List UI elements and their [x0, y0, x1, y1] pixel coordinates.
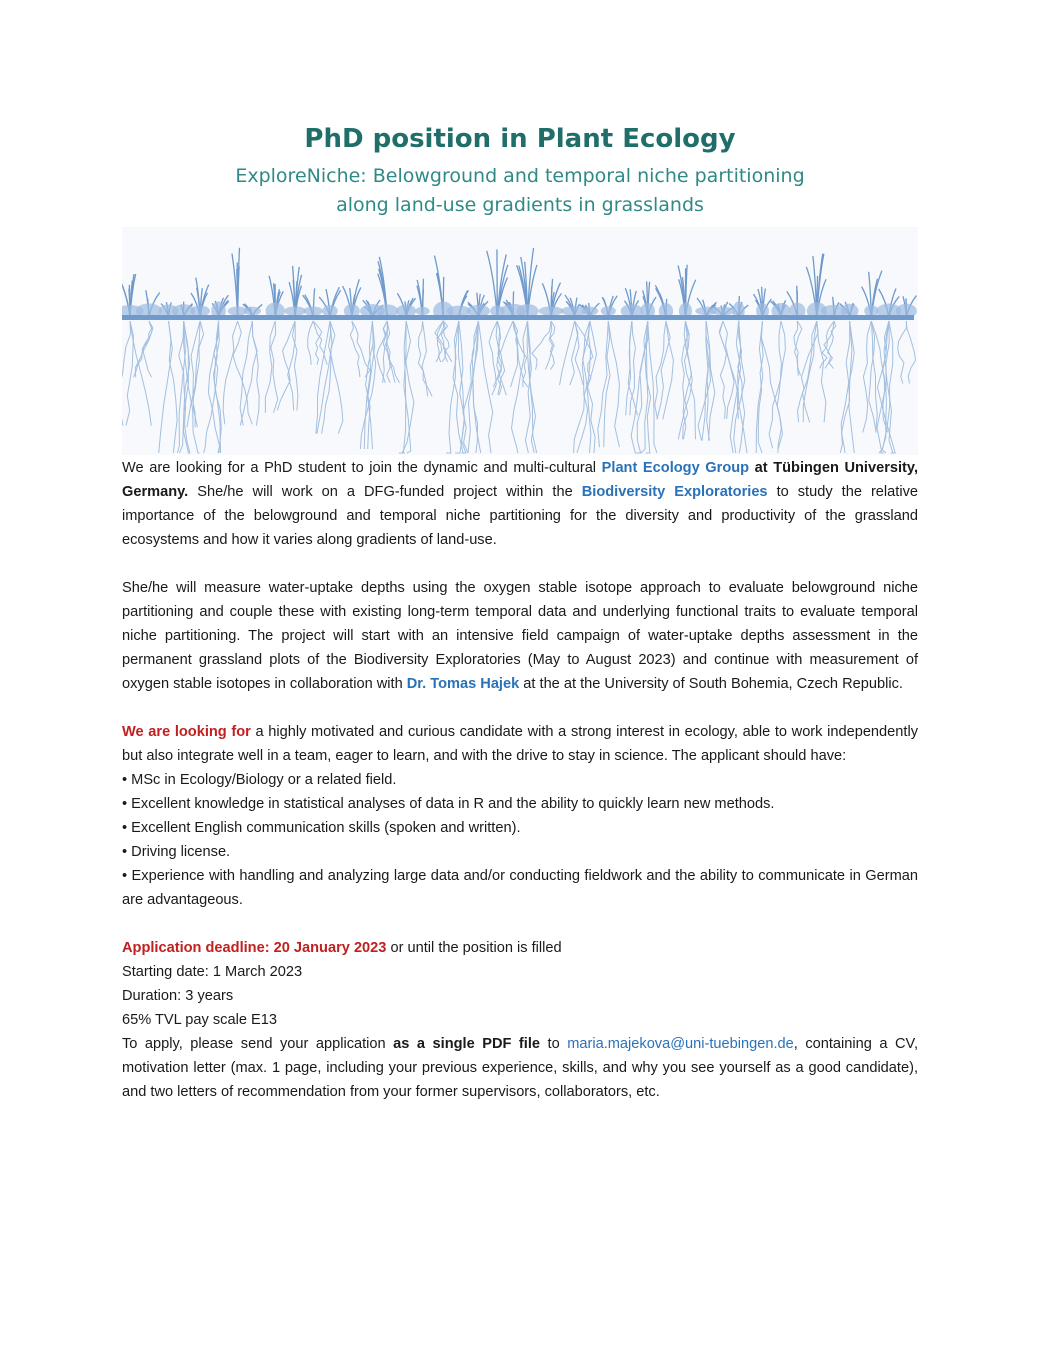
tomas-hajek-link[interactable]: Dr. Tomas Hajek: [406, 676, 520, 692]
text: to study the relative importance of the belowground and temporal niche partitioning for the diversity and productivity of the grassland ecosystems and how it varies along gradients of land-use.: [122, 484, 918, 548]
starting-date: Starting date: 1 March 2023: [122, 964, 303, 980]
candidate-paragraph: [122, 720, 918, 768]
plant-ecology-group-link[interactable]: Plant Ecology Group: [601, 460, 750, 476]
page-title: PhD position in Plant Ecology: [304, 124, 736, 154]
page-subtitle: [0, 162, 1040, 220]
text: She/he will work on a DFG-funded project within the: [188, 484, 582, 500]
list-item: • Excellent English communication skills (spoken and written).: [122, 820, 521, 836]
plant-clump: [303, 306, 323, 315]
plant-clump: [244, 307, 261, 316]
plant-clump: [284, 306, 306, 315]
plant-clump: [582, 307, 599, 316]
plant-clump: [190, 305, 210, 316]
intro-paragraph: [122, 456, 918, 552]
text: at the at the University of South Bohemia, Czech Republic.: [519, 676, 903, 692]
list-item: • Driving license.: [122, 844, 231, 860]
project-paragraph: [122, 576, 918, 696]
list-item: • MSc in Ecology/Biology or a related field.: [122, 772, 397, 788]
text: We are looking for a PhD student to join the dynamic and multi-cultural: [122, 460, 602, 476]
document-body: [122, 456, 918, 1104]
apply-paragraph: [122, 1032, 918, 1104]
biodiversity-exploratories-link[interactable]: Biodiversity Exploratories: [581, 484, 768, 500]
requirements-list: [122, 768, 918, 912]
deadline-line: [122, 936, 918, 960]
plant-clump: [601, 306, 616, 315]
text: a highly motivated and curious candidate with a strong interest in ecology, able to work independently but also integrate well in a team, eager to learn, and with the drive to stay in science. The applicant should have:: [122, 724, 918, 764]
text: to: [540, 1036, 568, 1052]
subtitle-line-2: along land-use gradients in grasslands: [336, 194, 704, 216]
email-link[interactable]: maria.majekova@uni-tuebingen.de: [567, 1036, 794, 1052]
list-item: • Experience with handling and analyzing large data and/or conducting fieldwork and the ability to communicate in German are advantageous.: [122, 868, 918, 908]
duration: Duration: 3 years: [122, 988, 234, 1004]
grassland-roots-illustration: [122, 227, 918, 455]
text: , containing a CV, motivation letter (max. 1 page, including your previous experience, skills, and why you see yourself as a good candidate), and two letters of recommendation from your former supervisors, collaborators, etc.: [122, 1036, 919, 1100]
text: She/he will measure water-uptake depths using the oxygen stable isotope approach to evaluate belowground niche partitioning and couple these with existing long-term temporal data and underlying functional traits to evaluate temporal niche partitioning. The project will start with an intensive field campaign of water-uptake depths assessment in the permanent grassland plots of the Biodiversity Exploratories (May to August 2023) and continue with measurement of oxygen stable isotopes in collaboration with: [122, 580, 918, 692]
single-pdf-label: as a single PDF file: [393, 1036, 541, 1052]
text: To apply, please send your application: [122, 1036, 394, 1052]
looking-for-label: We are looking for: [122, 724, 251, 740]
plant-clump: [710, 307, 736, 315]
plant-clump: [415, 307, 429, 315]
text: or until the position is filled: [386, 940, 562, 956]
list-item: • Excellent knowledge in statistical analyses of data in R and the ability to quickly learn new methods.: [122, 796, 775, 812]
subtitle-line-1: ExploreNiche: Belowground and temporal niche partitioning: [235, 165, 805, 187]
university-name: at Tübingen University, Germany.: [122, 460, 919, 500]
plant-clump: [538, 306, 563, 315]
pay-scale: 65% TVL pay scale E13: [122, 1012, 277, 1028]
deadline-label: Application deadline: 20 January 2023: [122, 940, 387, 956]
